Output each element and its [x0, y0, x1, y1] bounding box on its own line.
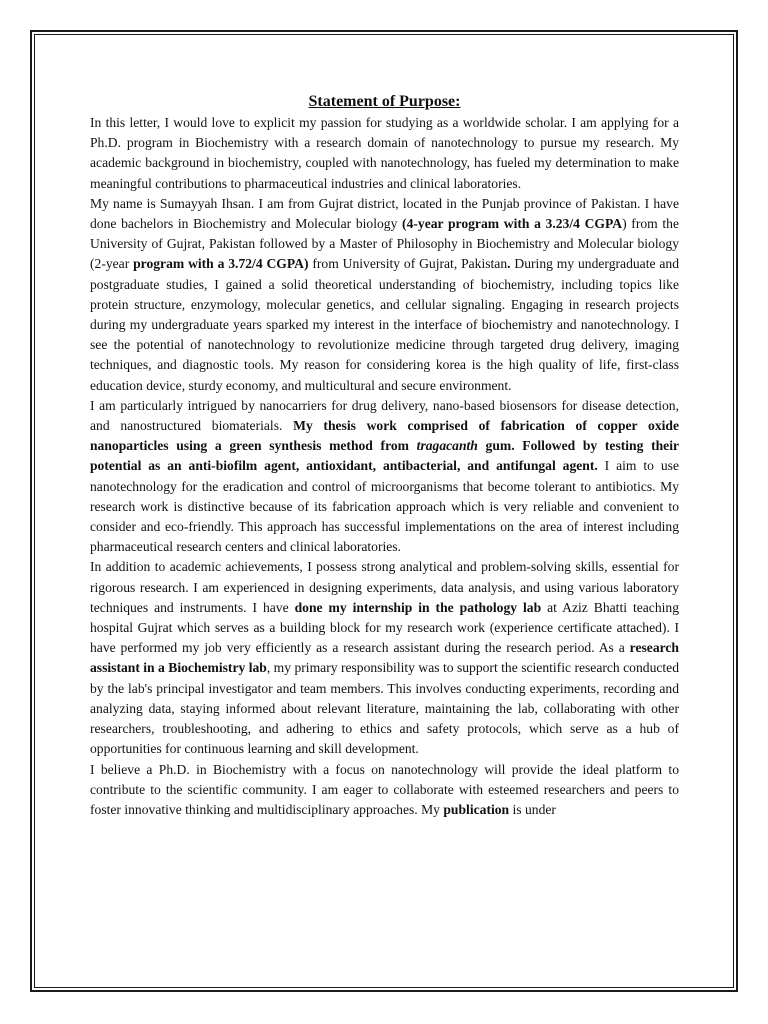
experience-text-2: at Aziz Bhatti teaching hospital Gujrat which serves as a building block for my research work (experience certificate attached). I have performed my job very efficiently as a research assistant during the research period. As a: [90, 599, 680, 656]
experience-text-1: In addition to academic achievements, I possess strong analytical and problem-solving skills, essential for rigorous research. I am experienced in designing experiments, data analysis, and using various laboratory techniques and instruments. I have: [90, 559, 679, 615]
publication-emphasis: publication: [443, 801, 510, 817]
paragraph-intro: [90, 113, 679, 194]
paragraph-research-interests: [90, 396, 679, 558]
background-text-1: My name is Sumayyah Ihsan. I am from Gujrat district, located in the Punjab province of Pakistan. I have done bachelors in Biochemistry and Molecular biology: [90, 195, 679, 232]
background-bold-period: .: [507, 256, 511, 272]
paragraph-experience: [90, 557, 679, 759]
internship-emphasis: done my internship in the pathology lab: [294, 599, 542, 615]
research-assistant-emphasis: research assistant in a Biochemistry lab: [90, 640, 679, 676]
document-body: [90, 92, 679, 820]
background-text-3: from University of Gujrat, Pakistan: [308, 256, 508, 272]
background-text-2: ) from the University of Gujrat, Pakistan followed by a Master of Philosophy in Biochemistry and Molecular biology (2-year: [90, 216, 679, 272]
bachelors-program-emphasis: (4-year program with a 3.23/4 CGPA: [402, 216, 623, 232]
experience-text-3: , my primary responsibility was to support the scientific research conducted by the lab's principal investigator and team members. This involves conducting experiments, recording and analyzing data, staying informed about relevant literature, maintaining the lab, collaborating with other researchers, troubleshooting, and adhering to ethics and safety protocols, which serve as a hub of opportunities for continuous learning and skill development.: [90, 660, 680, 757]
paragraph-intro-text: In this letter, I would love to explicit my passion for studying as a worldwide scholar. I am applying for a Ph.D. program in Biochemistry with a research domain of nanotechnology to pursue my research. My academic background in biochemistry, coupled with nanotechnology, has fueled my determination to make meaningful contributions to pharmaceutical industries and clinical laboratories.: [90, 115, 679, 191]
thesis-emphasis-italic: tragacanth: [416, 438, 478, 454]
goals-text-1: I believe a Ph.D. in Biochemistry with a focus on nanotechnology will provide the ideal platform to contribute to the scientific community. I am eager to collaborate with esteemed researchers and peers to foster innovative thinking and multidisciplinary approaches. My: [90, 761, 679, 817]
paragraph-background: [90, 194, 679, 396]
interests-text-2: I aim to use nanotechnology for the eradication and control of microorganisms that become tolerant to antibiotics. My research work is distinctive because of its fabrication approach which is very reliable and convenient to consider and eco-friendly. This approach has successful implementations on the area of interest including pharmaceutical research centers and clinical laboratories.: [90, 458, 679, 555]
document-title: Statement of Purpose:: [308, 93, 461, 110]
mphil-program-emphasis: program with a 3.72/4 CGPA): [133, 256, 309, 272]
interests-text-1: I am particularly intrigued by nanocarriers for drug delivery, nano-based biosensors for disease detection, and nanostructured biomaterials.: [90, 397, 679, 434]
paragraph-goals: [90, 760, 679, 821]
goals-text-2: is under: [509, 801, 556, 817]
thesis-emphasis-1: My thesis work comprised of fabrication of copper oxide nanoparticles using a green synthesis method from: [90, 418, 679, 454]
thesis-emphasis-2: gum. Followed by testing their potential as an anti-biofilm agent, antioxidant, antibacterial, and antifungal agent.: [90, 438, 680, 474]
background-text-4: During my undergraduate and postgraduate studies, I gained a solid theoretical understanding of biochemistry, including topics like protein structure, enzymology, molecular genetics, and cellular signaling. Engaging in research projects during my undergraduate years sparked my interest in the interface of biochemistry and nanotechnology. I see the potential of nanotechnology to revolutionize medicine through targeted drug delivery, imaging techniques, and diagnostic tools. My reason for considering korea is the high quality of life, first-class education device, sturdy economy, and multicultural and secure environment.: [90, 256, 679, 393]
